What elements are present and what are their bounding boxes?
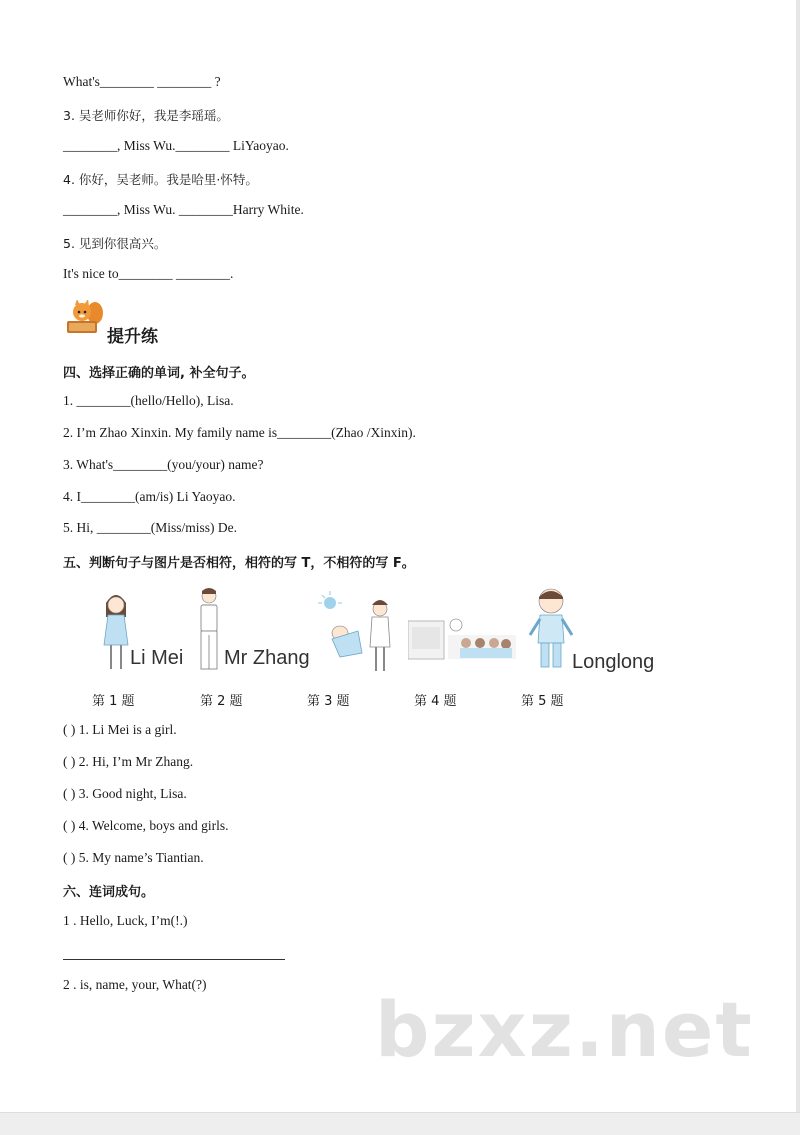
caption-2: 第 2 题 — [200, 694, 243, 709]
part6-item: 2 . is, name, your, What(?) — [63, 977, 207, 992]
man-figure-icon — [194, 585, 224, 673]
answer-line — [63, 959, 285, 960]
section-title: 提升练 — [107, 327, 158, 347]
part4-heading: 四、选择正确的单词, 补全句子。 — [63, 366, 255, 381]
part5-item: ( ) 1. Li Mei is a girl. — [63, 722, 177, 737]
part3-q4-answer: ________, Miss Wu. ________Harry White. — [63, 202, 304, 217]
figure-label-li-mei: Li Mei — [130, 647, 184, 669]
part4-item: 2. I’m Zhao Xinxin. My family name is________(Zhao /Xinxin). — [63, 425, 416, 440]
part3-q4-prompt: 4. 你好，吴老师。我是哈里·怀特。 — [63, 172, 258, 187]
part5-item: ( ) 4. Welcome, boys and girls. — [63, 818, 229, 833]
part3-q3-answer: ________, Miss Wu.________ LiYaoyao. — [63, 138, 289, 153]
part5-item: ( ) 2. Hi, I’m Mr Zhang. — [63, 754, 194, 769]
caption-3: 第 3 题 — [307, 694, 350, 709]
part3-q5-prompt: 5. 见到你很高兴。 — [63, 236, 167, 251]
part3-q3-prompt: 3. 吴老师你好，我是李瑶瑶。 — [63, 108, 229, 123]
watermark: bzxz.net — [375, 985, 754, 1074]
part3-q2-answer: What's________ ________ ? — [63, 74, 221, 89]
part4-item: 3. What's________(you/your) name? — [63, 457, 264, 472]
caption-1: 第 1 题 — [92, 694, 135, 709]
part5-item: ( ) 3. Good night, Lisa. — [63, 786, 187, 801]
part4-item: 1. ________(hello/Hello), Lisa. — [63, 393, 234, 408]
picture-strip — [96, 585, 666, 680]
part6-heading: 六、连词成句。 — [63, 885, 155, 900]
caption-5: 第 5 题 — [521, 694, 564, 709]
squirrel-mascot-icon — [64, 300, 104, 338]
part4-item: 5. Hi, ________(Miss/miss) De. — [63, 520, 238, 535]
page-edge — [796, 0, 800, 1134]
part5-heading: 五、判断句子与图片是否相符，相符的写 T，不相符的写 F。 — [63, 556, 415, 571]
part3-q5-answer: It's nice to________ ________. — [63, 266, 234, 281]
boy-figure-icon — [526, 585, 576, 673]
bottom-bar — [0, 1112, 800, 1135]
part5-item: ( ) 5. My name’s Tiantian. — [63, 850, 204, 865]
figure-label-mr-zhang: Mr Zhang — [224, 647, 310, 669]
caption-4: 第 4 题 — [414, 694, 457, 709]
greeting-scene-icon — [318, 587, 396, 673]
classroom-scene-icon — [408, 617, 516, 663]
part4-item: 4. I________(am/is) Li Yaoyao. — [63, 489, 236, 504]
part6-item: 1 . Hello, Luck, I’m(!.) — [63, 913, 188, 928]
figure-label-longlong: Longlong — [572, 651, 655, 673]
